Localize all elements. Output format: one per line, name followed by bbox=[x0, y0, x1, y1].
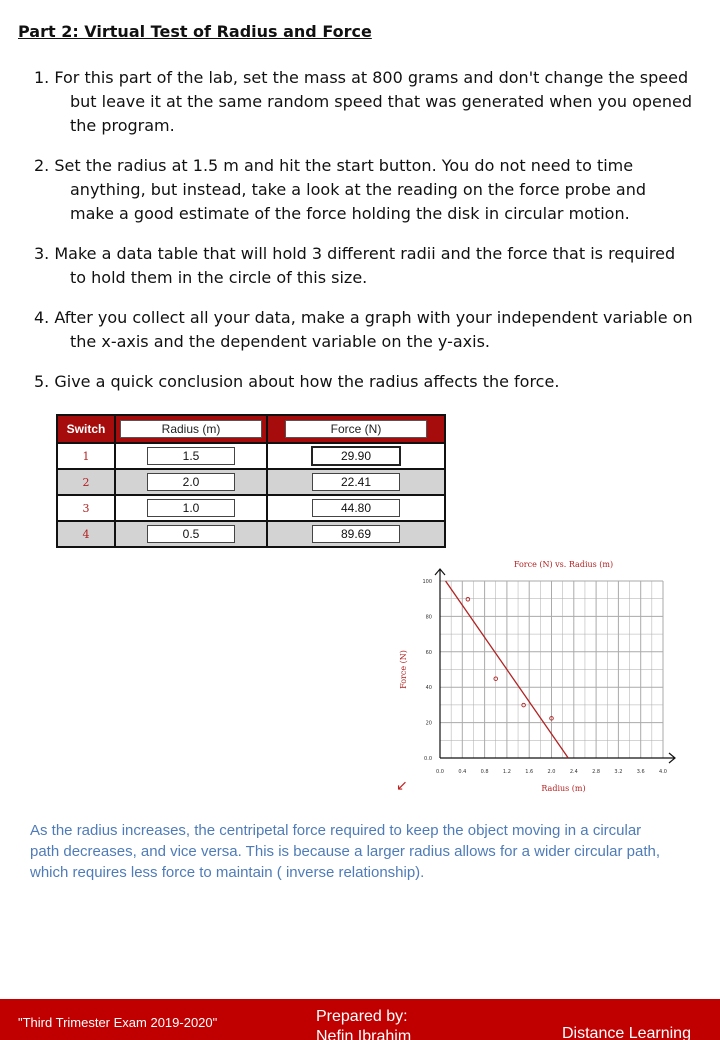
switch-cell: 3 bbox=[57, 495, 115, 521]
instruction-step: 4. After you collect all your data, make a graph with your independent variable on the x-axis and the dependent variable on the y-axis. bbox=[34, 308, 693, 351]
instruction-step: 1. For this part of the lab, set the mass at 800 grams and don't change the speed but leave it at the same random speed that was generated when you opened the program. bbox=[34, 68, 693, 135]
radius-input[interactable]: 1.0 bbox=[147, 499, 235, 517]
conclusion-text: As the radius increases, the centripetal force required to keep the object moving in a circular path decreases, and vice versa. This is because a larger radius allows for a wider circular path, which requires less force to maintain ( inverse relationship). bbox=[30, 822, 661, 881]
chart-title: Force (N) vs. Radius (m) bbox=[513, 560, 614, 569]
table-row bbox=[57, 495, 445, 521]
switch-cell: 4 bbox=[57, 521, 115, 547]
force-radius-chart bbox=[390, 555, 690, 800]
radius-input[interactable]: 1.5 bbox=[147, 447, 235, 465]
table-header-row bbox=[57, 415, 445, 443]
switch-cell: 1 bbox=[57, 443, 115, 469]
force-input[interactable]: 44.80 bbox=[312, 499, 400, 517]
table-row bbox=[57, 521, 445, 547]
y-tick-label: 60 bbox=[425, 649, 432, 656]
check-mark-icon: ↙ bbox=[396, 778, 408, 794]
y-axis-label: Force (N) bbox=[399, 650, 408, 689]
header-radius bbox=[115, 415, 267, 443]
table-row bbox=[57, 443, 445, 469]
x-tick-label: 0.8 bbox=[480, 769, 489, 775]
footer-distance-learning: Distance Learning bbox=[562, 1025, 691, 1040]
x-tick-label: 3.2 bbox=[614, 769, 623, 775]
data-point bbox=[466, 597, 470, 601]
data-table bbox=[56, 414, 446, 548]
header-radius-label: Radius (m) bbox=[120, 420, 262, 438]
force-input[interactable]: 29.90 bbox=[311, 446, 401, 466]
instruction-list bbox=[34, 66, 694, 410]
prepared-by-name: Nefin Ibrahim bbox=[316, 1028, 412, 1040]
x-tick-label: 0.4 bbox=[458, 769, 467, 775]
force-cell bbox=[267, 443, 445, 469]
x-tick-label: 2.0 bbox=[547, 769, 556, 775]
table-row bbox=[57, 469, 445, 495]
y-tick-label: 0.0 bbox=[424, 756, 432, 762]
prepared-by-label: Prepared by: bbox=[316, 1008, 408, 1025]
x-tick-label: 2.8 bbox=[592, 769, 601, 775]
radius-input[interactable]: 2.0 bbox=[147, 473, 235, 491]
x-axis-label: Radius (m) bbox=[541, 784, 586, 793]
footer-exam-title: "Third Trimester Exam 2019-2020" bbox=[18, 1015, 218, 1030]
radius-cell bbox=[115, 521, 267, 547]
force-input[interactable]: 89.69 bbox=[312, 525, 400, 543]
radius-cell bbox=[115, 443, 267, 469]
instruction-step: 5. Give a quick conclusion about how the radius affects the force. bbox=[34, 372, 560, 391]
y-tick-label: 20 bbox=[425, 720, 432, 727]
radius-cell bbox=[115, 469, 267, 495]
footer-prepared-by bbox=[316, 1007, 411, 1040]
x-tick-label: 1.2 bbox=[502, 769, 511, 775]
x-tick-label: 2.4 bbox=[569, 769, 578, 775]
header-switch: Switch bbox=[57, 415, 115, 443]
radius-cell bbox=[115, 495, 267, 521]
x-tick-label: 0.0 bbox=[436, 769, 444, 775]
x-tick-label: 1.6 bbox=[525, 769, 534, 775]
switch-cell: 2 bbox=[57, 469, 115, 495]
x-tick-label: 4.0 bbox=[659, 769, 667, 775]
force-cell bbox=[267, 495, 445, 521]
x-tick-label: 3.6 bbox=[636, 769, 645, 775]
radius-input[interactable]: 0.5 bbox=[147, 525, 235, 543]
force-cell bbox=[267, 469, 445, 495]
y-tick-label: 40 bbox=[425, 685, 432, 692]
y-tick-label: 100 bbox=[422, 579, 432, 585]
page-title: Part 2: Virtual Test of Radius and Force bbox=[18, 22, 372, 41]
instruction-step: 3. Make a data table that will hold 3 different radii and the force that is required to hold them in the circle of this size. bbox=[34, 244, 676, 287]
instruction-step: 2. Set the radius at 1.5 m and hit the start button. You do not need to time anything, but instead, take a look at the reading on the force probe and make a good estimate of the force holding the disk in circular motion. bbox=[34, 156, 646, 223]
header-force-label: Force (N) bbox=[285, 420, 427, 438]
header-force bbox=[267, 415, 445, 443]
footer-bar bbox=[0, 999, 720, 1040]
force-cell bbox=[267, 521, 445, 547]
y-tick-label: 80 bbox=[425, 614, 432, 621]
force-input[interactable]: 22.41 bbox=[312, 473, 400, 491]
